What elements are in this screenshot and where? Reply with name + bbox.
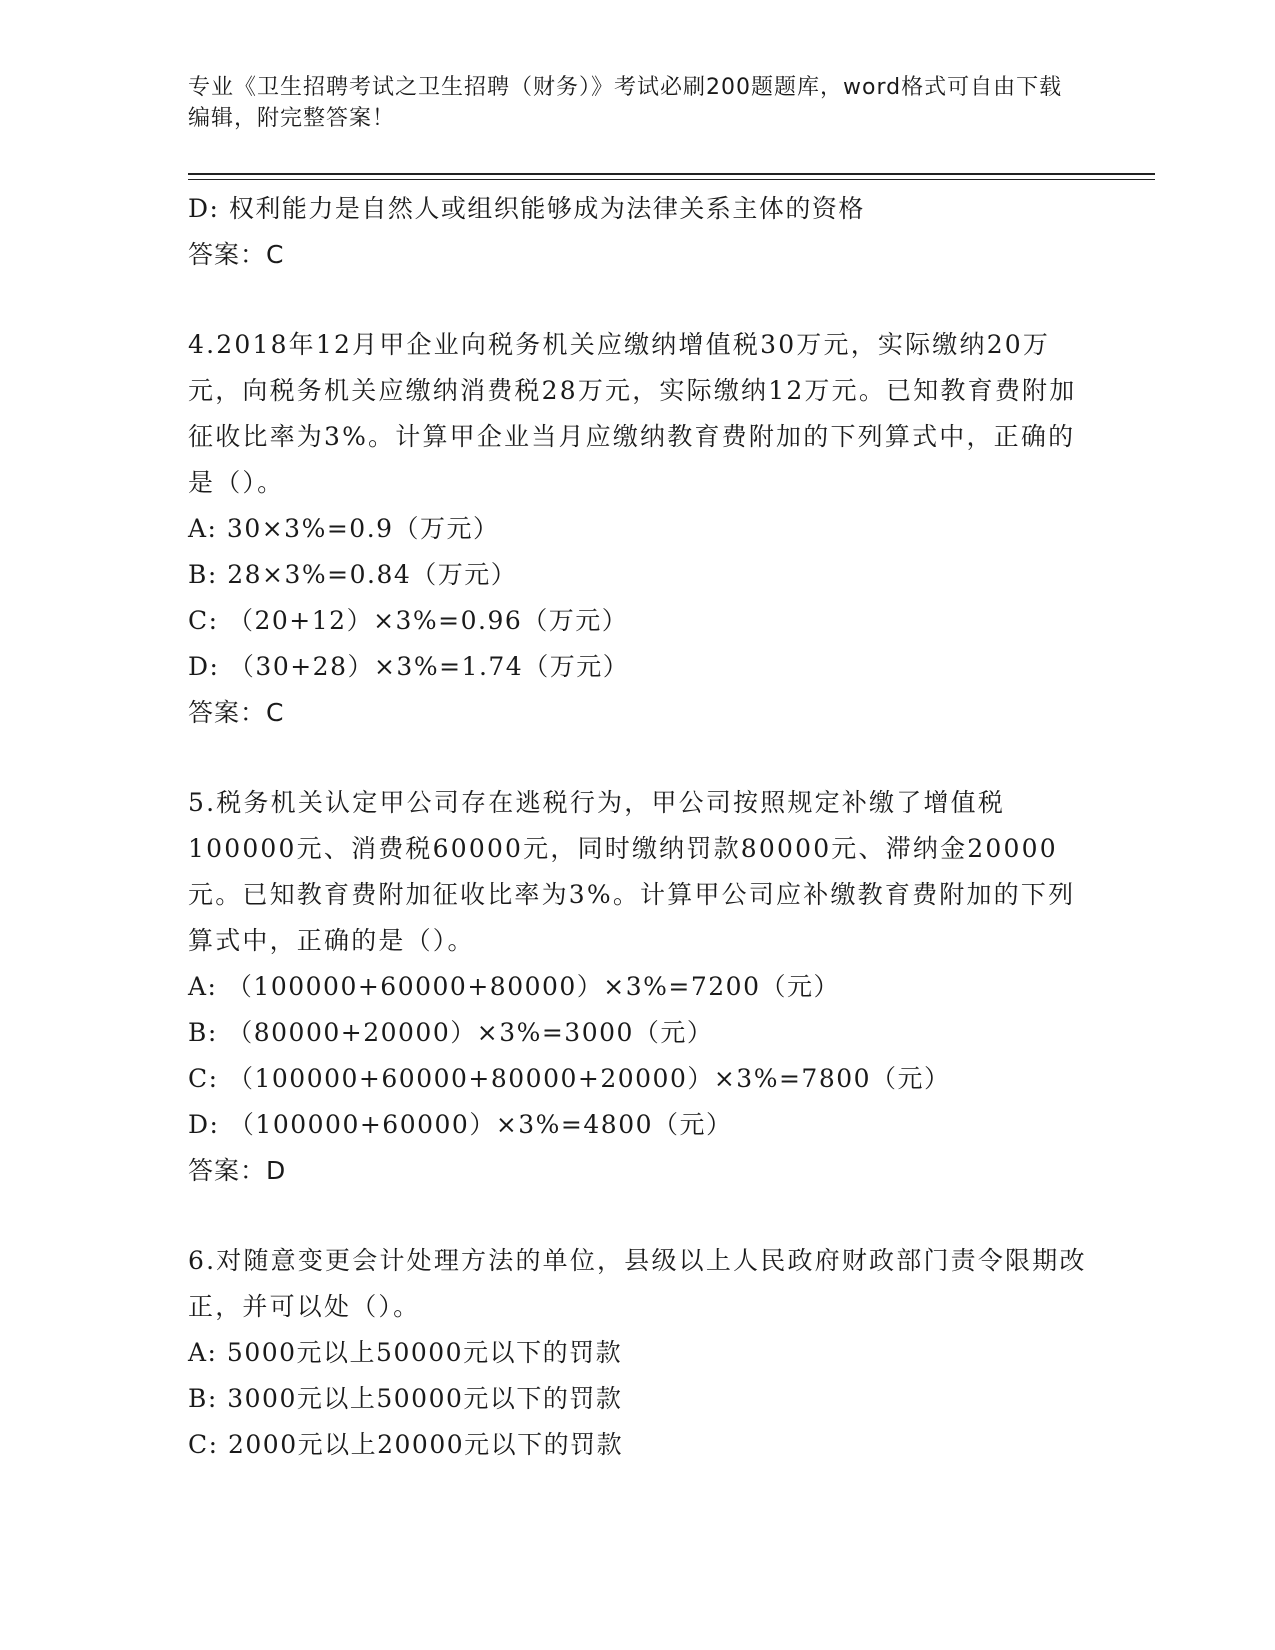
option-a: A: （100000+60000+80000）×3%=7200（元） [188, 972, 840, 1001]
option-b: B: （80000+20000）×3%=3000（元） [188, 1018, 714, 1047]
option-c: C: 2000元以上20000元以下的罚款 [188, 1430, 624, 1459]
option-c: C: （100000+60000+80000+20000）×3%=7800（元） [188, 1064, 951, 1093]
question-stem: 4.2018年12月甲企业向税务机关应缴纳增值税30万元，实际缴纳20万元，向税务机关应缴纳消费税28万元，实际缴纳12万元。已知教育费附加征收比率为3%。计算甲企业当月应缴纳教育费附加的下列算式中，正确的是（）。 [188, 330, 1077, 497]
question-4 [188, 322, 1088, 736]
option-b: B: 3000元以上50000元以下的罚款 [188, 1384, 623, 1413]
option-d: D: （100000+60000）×3%=4800（元） [188, 1110, 733, 1139]
spacer [188, 1194, 1088, 1238]
prev-answer: 答案：C [188, 240, 285, 269]
question-stem: 6.对随意变更会计处理方法的单位，县级以上人民政府财政部门责令限期改正，并可以处（）。 [188, 1246, 1087, 1321]
question-6 [188, 1238, 1088, 1468]
option-a: A: 30×3%=0.9（万元） [188, 514, 500, 543]
spacer [188, 736, 1088, 780]
answer-line: 答案：D [188, 1156, 287, 1185]
option-b: B: 28×3%=0.84（万元） [188, 560, 518, 589]
option-a: A: 5000元以上50000元以下的罚款 [188, 1338, 623, 1367]
question-5 [188, 780, 1088, 1194]
spacer [188, 278, 1088, 322]
option-d: D: （30+28）×3%=1.74（万元） [188, 652, 630, 681]
document-body [188, 186, 1088, 1468]
answer-line: 答案：C [188, 698, 285, 727]
header-divider [188, 173, 1155, 175]
header-divider-thin [188, 179, 1155, 180]
option-c: C: （20+12）×3%=0.96（万元） [188, 606, 629, 635]
page-header: 专业《卫生招聘考试之卫生招聘（财务）》考试必刷200题题库，word格式可自由下载编辑，附完整答案！ [188, 75, 1063, 131]
question-stem: 5.税务机关认定甲公司存在逃税行为，甲公司按照规定补缴了增值税100000元、消费税60000元，同时缴纳罚款80000元、滞纳金20000元。已知教育费附加征收比率为3%。计算甲公司应补缴教育费附加的下列算式中，正确的是（）。 [188, 788, 1076, 955]
prev-option-d: D: 权利能力是自然人或组织能够成为法律关系主体的资格 [188, 194, 865, 223]
